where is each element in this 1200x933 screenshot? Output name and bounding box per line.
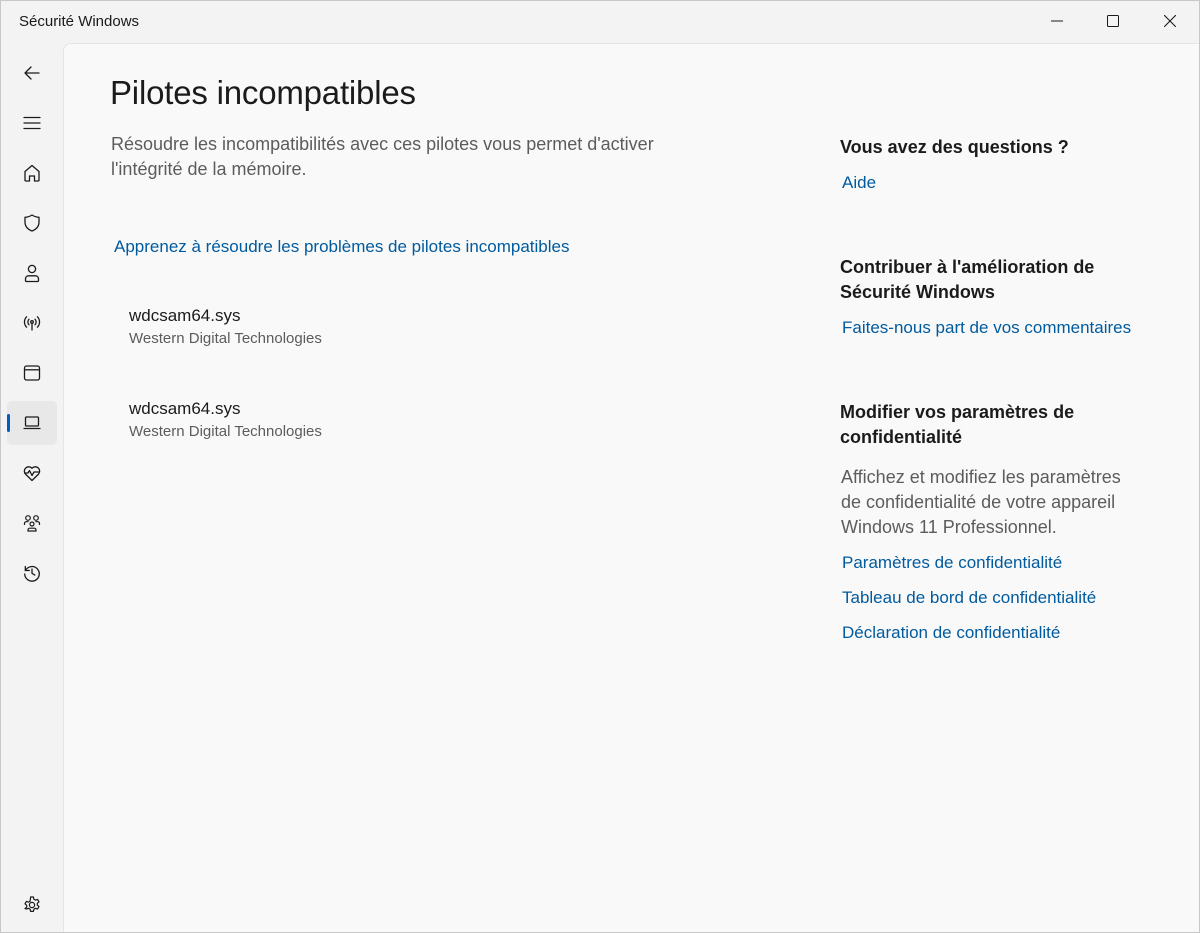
menu-button[interactable] — [7, 101, 57, 145]
sidebar-item-family-options[interactable] — [7, 501, 57, 545]
driver-vendor: Western Digital Technologies — [129, 330, 322, 347]
person-icon — [22, 263, 42, 283]
close-button[interactable] — [1142, 1, 1198, 41]
privacy-description: Affichez et modifiez les paramètres de confidentialité de votre appareil Windows 11 Professionnel. — [841, 467, 1121, 537]
privacy-dashboard-link[interactable]: Tableau de bord de confidentialité — [842, 588, 1097, 607]
browser-window-icon — [22, 363, 42, 383]
history-icon — [22, 563, 42, 583]
driver-name: wdcsam64.sys — [129, 306, 241, 325]
page-description: Résoudre les incompatibilités avec ces pilotes vous permet d'activer l'intégrité de la mémoire. — [111, 134, 654, 179]
main-content — [63, 43, 1200, 933]
back-button[interactable] — [7, 51, 57, 95]
help-link[interactable]: Aide — [842, 173, 877, 192]
feedback-link[interactable]: Faites-nous part de vos commentaires — [842, 318, 1132, 337]
driver-vendor: Western Digital Technologies — [129, 423, 322, 440]
driver-list-item[interactable] — [129, 398, 322, 442]
hamburger-icon — [22, 113, 42, 133]
privacy-statement-link[interactable]: Déclaration de confidentialité — [842, 623, 1061, 642]
sidebar-item-device-security[interactable] — [7, 401, 57, 445]
sidebar-item-virus-protection[interactable] — [7, 201, 57, 245]
driver-name: wdcsam64.sys — [129, 399, 241, 418]
questions-heading: Vous avez des questions ? — [840, 137, 1069, 157]
sidebar-item-app-browser-control[interactable] — [7, 351, 57, 395]
home-icon — [22, 163, 42, 183]
driver-list-item[interactable] — [129, 305, 322, 349]
maximize-button[interactable] — [1085, 1, 1141, 41]
family-icon — [22, 513, 42, 533]
privacy-heading: Modifier vos paramètres de confidentialité — [840, 402, 1075, 447]
wireless-icon — [22, 313, 42, 333]
learn-incompatible-drivers-link[interactable]: Apprenez à résoudre les problèmes de pilotes incompatibles — [114, 237, 570, 256]
sidebar-item-device-performance[interactable] — [7, 451, 57, 495]
shield-icon — [22, 213, 42, 233]
minimize-button[interactable] — [1029, 1, 1085, 41]
feedback-heading: Contribuer à l'amélioration de Sécurité Windows — [840, 257, 1095, 302]
minimize-icon — [1051, 15, 1063, 27]
sidebar-item-settings[interactable] — [7, 883, 57, 927]
maximize-icon — [1107, 15, 1119, 27]
sidebar-item-home[interactable] — [7, 151, 57, 195]
heart-pulse-icon — [22, 463, 42, 483]
page-title: Pilotes incompatibles — [110, 74, 416, 111]
back-arrow-icon — [22, 63, 42, 83]
sidebar-item-protection-history[interactable] — [7, 551, 57, 595]
title-bar[interactable] — [1, 1, 1199, 41]
sidebar-item-firewall[interactable] — [7, 301, 57, 345]
sidebar-item-account-protection[interactable] — [7, 251, 57, 295]
sidebar-nav — [1, 41, 63, 932]
gear-icon — [22, 895, 42, 915]
close-icon — [1164, 15, 1176, 27]
window-title: Sécurité Windows — [19, 13, 140, 30]
selection-indicator — [7, 414, 10, 432]
laptop-icon — [22, 413, 42, 433]
privacy-settings-link[interactable]: Paramètres de confidentialité — [842, 553, 1063, 572]
